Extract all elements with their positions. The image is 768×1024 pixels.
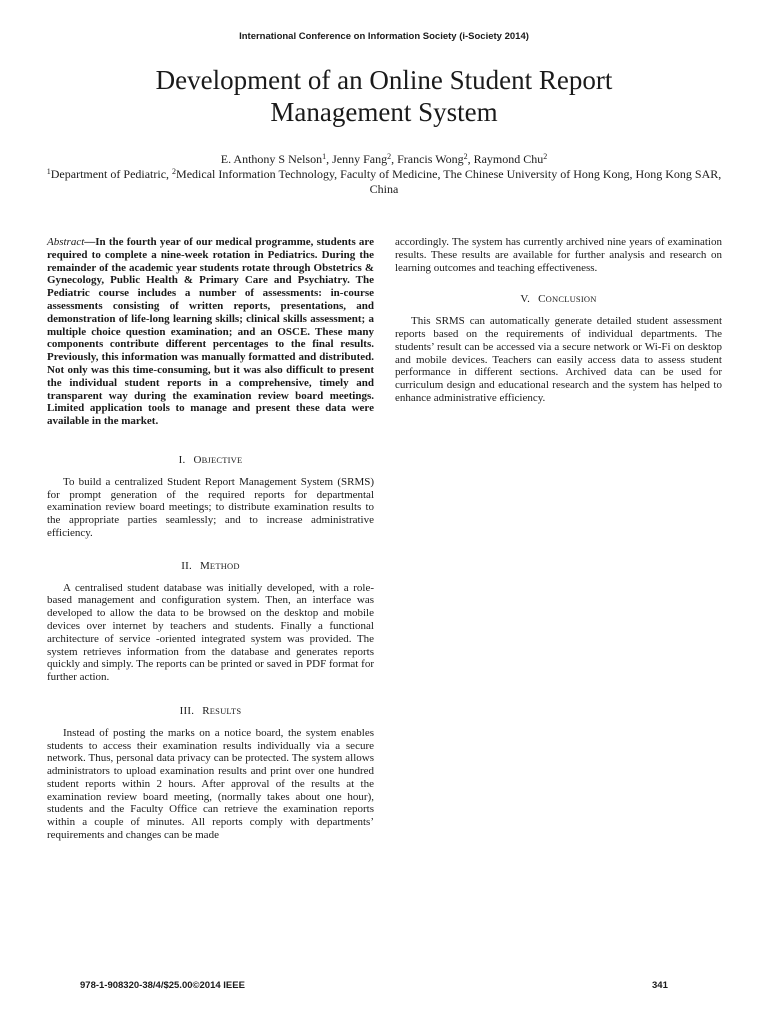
author-name: Raymond Chu	[473, 152, 544, 166]
right-column	[395, 236, 722, 405]
title-line-1: Development of an Online Student Report	[155, 65, 613, 95]
author-separator: ,	[391, 152, 398, 166]
author-affiliation-mark: 2	[387, 152, 392, 161]
footer-isbn: 978-1-908320-38/4/$25.00©2014 IEEE	[80, 980, 245, 991]
abstract-label: Abstract	[47, 236, 85, 248]
author-separator: ,	[467, 152, 474, 166]
section-heading-method	[47, 560, 374, 573]
author-affiliation-mark: 2	[543, 152, 548, 161]
section-title-rest: ESULTS	[209, 705, 242, 716]
author-affiliation-mark: 2	[463, 152, 468, 161]
abstract-text: —In the fourth year of our medical programme, students are required to complete a nine-week rotation in Pediatrics. During the remainder of the academic year students rotate through Obstetrics & Gynecology, Public Health & Primary Care and Psychiatry. The Pediatric course includes a number of assessments: in-course assessments consisting of written reports, presentations, and demonstration of life-long learning skills; clinical skills assessment; a multiple choice question examination; and an OSCE. These many components contribute different percentages to the final results. Previously, this information was manually formatted and distributed. Not only was this time-consuming, but it was also difficult to present the individual student reports in a comprehensive, timely and transparent way during the examination review board meetings. Limited application tools to manage and present these data were available in the market.	[47, 236, 374, 428]
section-title-initial: O	[193, 453, 202, 466]
left-column	[47, 236, 374, 842]
section-heading-results	[47, 705, 374, 718]
conclusion-paragraph: This SRMS can automatically generate detailed student assessment reports based on the requirements of individual departments. The students’ result can be accessed via a secure network or Wi-Fi on desktop and mobile devices. Teachers can easily access data to assess student performance in different sections. Archived data can be used for curriculum design and educational research and the system has helped to enhance administrative efficiency.	[395, 315, 722, 404]
section-title-initial: R	[202, 704, 210, 717]
results-paragraph-continued: accordingly. The system has currently archived nine years of examination results. These results are available for further analysis and research on learning outcomes and teaching effectiveness.	[395, 236, 722, 274]
author-name: Jenny Fang	[332, 152, 388, 166]
author-separator: ,	[326, 152, 333, 166]
section-number: III.	[179, 704, 195, 717]
author-name: E. Anthony S Nelson	[220, 152, 323, 166]
author-list	[84, 152, 684, 166]
section-heading-objective	[47, 454, 374, 467]
section-title-rest: ETHOD	[209, 560, 240, 571]
affiliation-mark-1: 1	[46, 167, 51, 176]
results-paragraph: Instead of posting the marks on a notice board, the system enables students to access their examination results individually via a secure network. Thus, personal data privacy can be protected. The system allows administrators to upload examination results and print over one hundred student reports within 2 hours. After approval of the results at the examination review board meeting, (normally takes about one hour), students and the Faculty Office can retrieve the examination reports within a couple of minutes. All reports comply with departments’ requirements and changes can be made	[47, 726, 374, 842]
title-line-2: Management System	[270, 97, 498, 127]
section-title-initial: C	[538, 293, 546, 306]
section-title-initial: M	[199, 559, 210, 572]
section-number: I.	[178, 453, 186, 466]
affiliation-mark-2: 2	[172, 167, 177, 176]
objective-paragraph: To build a centralized Student Report Management System (SRMS) for prompt generation of the required reports for departmental examination review board meetings; to distribute examination results to the appropriate parties seamlessly; and to increase administrative efficiency.	[47, 475, 374, 539]
conference-header: International Conference on Information Society (i-Society 2014)	[239, 31, 529, 42]
page-number: 341	[652, 980, 668, 991]
method-paragraph: A centralised student database was initially developed, with a role-based management and configuration system. Then, an interface was developed to allow the data to be browsed on the desktop and mobile devices over internet by teachers and students. Finally a functional architecture of service -oriented integrated system was provided. The system retrieves information from the database and generates reports quickly and simply. The reports can be printed or saved in PDF format for further action.	[47, 581, 374, 684]
abstract	[47, 236, 374, 428]
author-name: Francis Wong	[397, 152, 464, 166]
section-number: V.	[520, 293, 531, 306]
section-number: II.	[181, 559, 192, 572]
affiliation-department-1: Department of Pediatric,	[50, 167, 173, 181]
author-affiliation-mark: 1	[322, 152, 327, 161]
affiliation	[44, 167, 724, 197]
paper-title	[84, 64, 684, 128]
section-title-rest: ONCLUSION	[545, 294, 597, 305]
section-heading-conclusion	[395, 293, 722, 306]
affiliation-department-2: Medical Information Technology, Faculty of Medicine, The Chinese University of Hong Kong, Hong Kong SAR, China	[176, 167, 722, 196]
section-title-rest: BJECTIVE	[201, 454, 243, 465]
